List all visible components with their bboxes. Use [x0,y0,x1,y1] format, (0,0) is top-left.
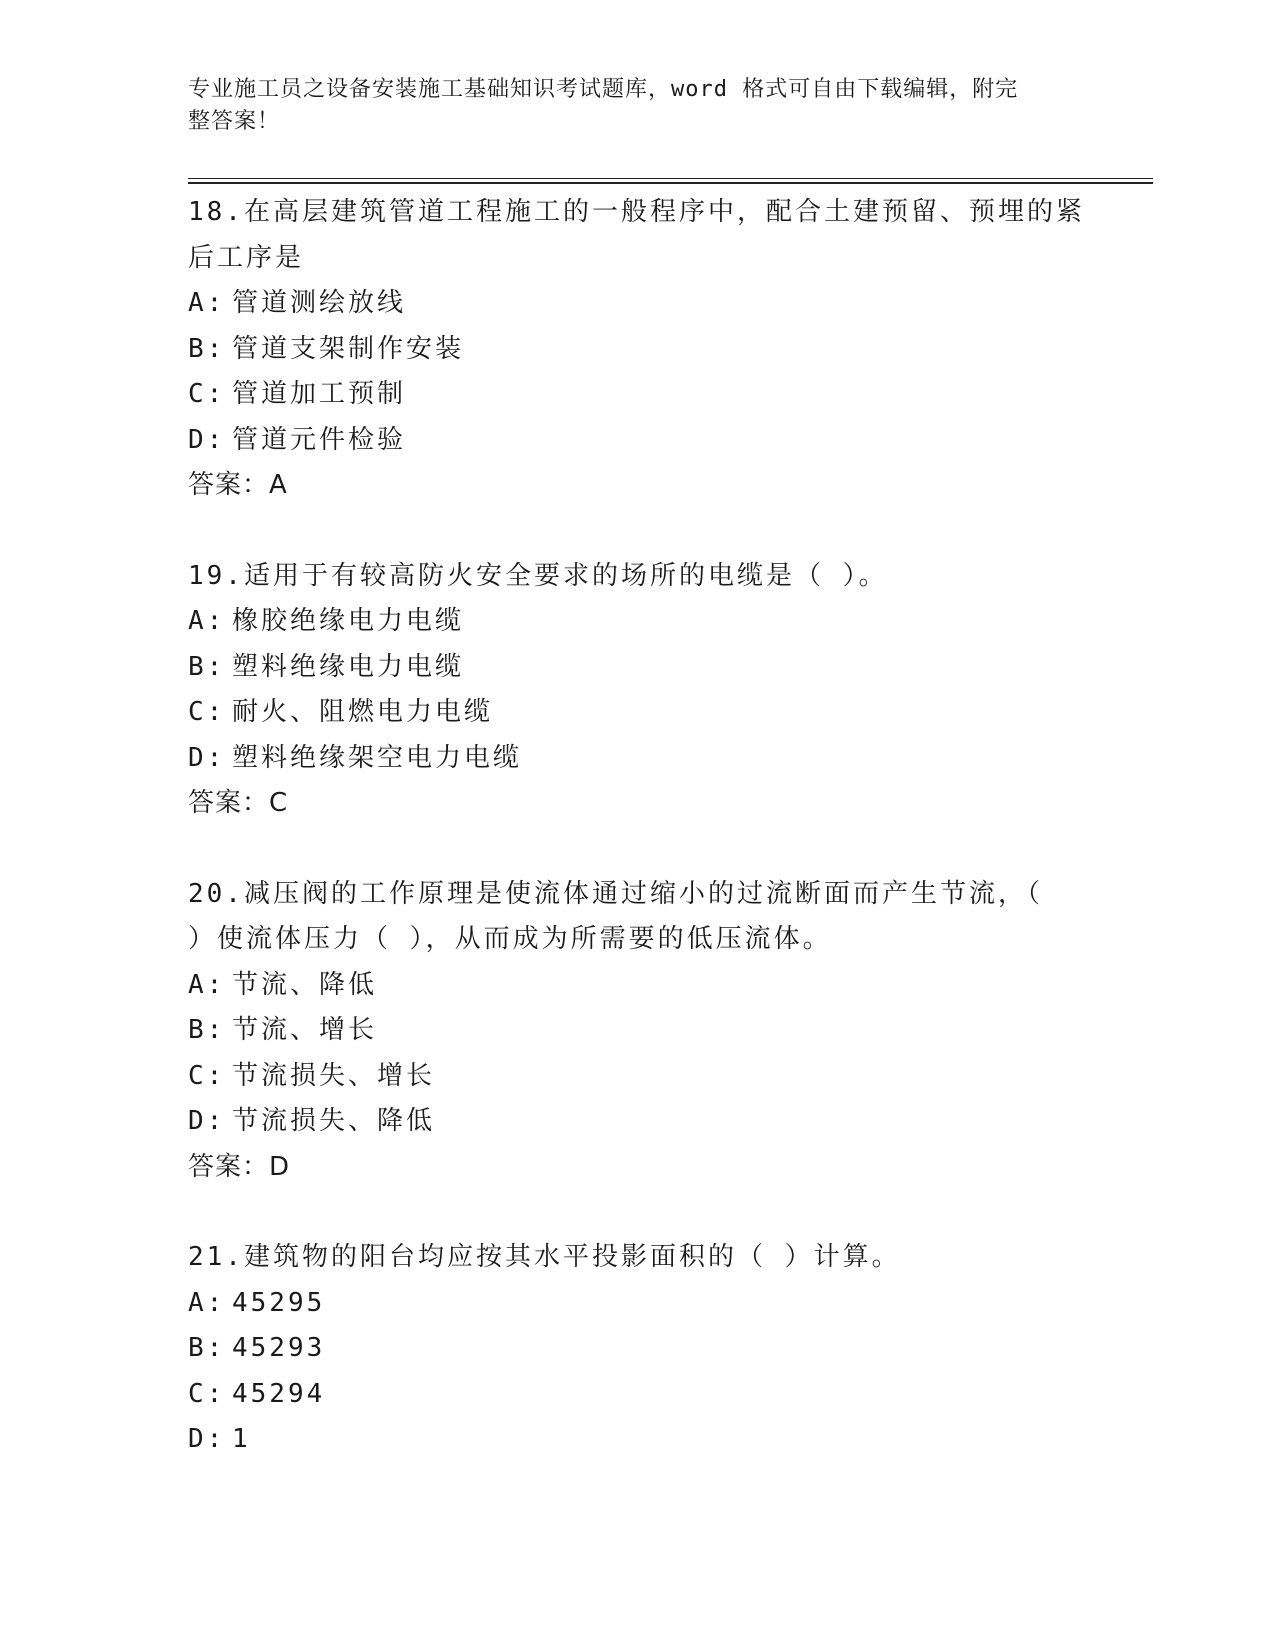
option-letter: B: [188,333,226,364]
question-20 [188,872,1088,1191]
option-letter: B: [188,1333,226,1363]
option-d [188,1417,1088,1463]
option-a [188,281,1088,327]
question-stem-line-1: 21.建筑物的阳台均应按其水平投影面积的（ ）计算。 [188,1242,901,1272]
option-text: 管道测绘放线 [232,288,407,318]
question-stem-line-1: 20.减压阀的工作原理是使流体通过缩小的过流断面而产生节流，（ [188,878,1043,909]
header-divider-thick [188,182,1153,184]
option-c [188,690,1088,736]
option-text: 管道支架制作安装 [232,333,465,364]
option-letter: D: [188,1106,226,1136]
option-text: 管道元件检验 [232,424,407,455]
option-letter: A: [188,969,226,1000]
option-letter: B: [188,651,226,682]
header-divider-thin [188,178,1153,179]
answer-line: 答案：D [188,1151,291,1182]
option-text: 塑料绝缘电力电缆 [232,651,465,682]
answer-line: 答案：A [188,470,288,500]
option-text: 橡胶绝缘电力电缆 [232,606,465,636]
document-header [188,74,1068,138]
option-text: 耐火、阻燃电力电缆 [232,697,494,727]
option-text: 节流、降低 [232,969,378,1000]
question-19 [188,554,1088,827]
option-letter: D: [188,424,226,455]
option-b [188,645,1088,691]
option-text: 节流、增长 [232,1015,378,1045]
option-text: 1 [232,1424,251,1454]
option-c [188,1372,1088,1418]
option-b [188,1008,1088,1054]
option-letter: C: [188,379,226,409]
option-letter: C: [188,697,226,727]
question-18 [188,190,1088,509]
option-c [188,1054,1088,1100]
question-list [188,190,1088,1508]
option-text: 45293 [232,1333,326,1363]
option-a [188,1281,1088,1327]
option-text: 45294 [232,1378,326,1409]
option-d [188,1099,1088,1145]
option-b [188,327,1088,373]
option-a [188,599,1088,645]
option-c [188,372,1088,418]
question-stem-line-1: 19.适用于有较高防火安全要求的场所的电缆是（ ）。 [188,560,888,591]
option-text: 节流损失、增长 [232,1060,436,1091]
option-letter: C: [188,1378,226,1409]
option-letter: D: [188,1424,226,1454]
option-b [188,1326,1088,1372]
option-d [188,418,1088,464]
option-d [188,736,1088,782]
option-text: 节流损失、降低 [232,1106,436,1136]
header-line-1: 专业施工员之设备安装施工基础知识考试题库，word 格式可自由下载编辑，附完 [188,77,1019,102]
option-letter: A: [188,606,226,636]
option-letter: D: [188,742,226,773]
question-21 [188,1235,1088,1463]
option-a [188,963,1088,1009]
option-text: 管道加工预制 [232,379,407,409]
header-line-2: 整答案！ [188,109,281,134]
option-letter: A: [188,1287,226,1318]
question-stem-line-1: 18.在高层建筑管道工程施工的一般程序中，配合土建预留、预埋的紧 [188,197,1085,227]
option-letter: C: [188,1060,226,1091]
option-text: 45295 [232,1287,326,1318]
answer-line: 答案：C [188,788,289,818]
question-stem-line-2: ）使流体压力（ ），从而成为所需要的低压流体。 [188,924,832,954]
question-stem-line-2: 后工序是 [188,242,305,273]
option-letter: B: [188,1015,226,1045]
option-letter: A: [188,288,226,318]
option-text: 塑料绝缘架空电力电缆 [232,742,523,773]
